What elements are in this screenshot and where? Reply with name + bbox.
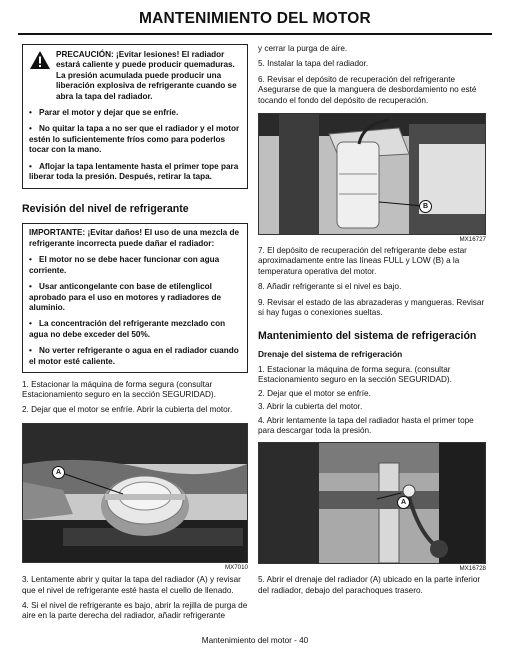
callout-a: A	[52, 466, 65, 479]
figure-caption: MX7010	[224, 564, 248, 572]
warning-triangle-icon	[29, 50, 51, 70]
recovery-tank-photo	[258, 113, 486, 235]
section-heading-cooling-maintenance: Mantenimiento del sistema de refrigeración	[258, 330, 477, 343]
important-bullet: • Usar anticongelante con base de etilenglicol aprobado para el uso en motores y radiadores de aluminio.	[29, 282, 222, 312]
step-text: 5. Instalar la tapa del radiador.	[258, 59, 369, 69]
section-heading-coolant-check: Revisión del nivel de refrigerante	[22, 203, 189, 216]
important-lead: IMPORTANTE: ¡Evitar daños! El uso de una mezcla de refrigerante incorrecta puede dañar el radiador:	[29, 228, 240, 248]
radiator-cap-illustration	[23, 424, 247, 562]
callout-a: A	[397, 496, 410, 509]
caution-box	[22, 44, 248, 189]
step-text: 2. Dejar que el motor se enfríe. Abrir la cubierta del motor.	[22, 404, 233, 414]
recovery-tank-illustration	[259, 114, 485, 234]
important-bullet: • La concentración del refrigerante mezclado con agua no debe exceder del 50%.	[29, 319, 226, 339]
important-bullet: • No verter refrigerante o agua en el radiador cuando el motor esté caliente.	[29, 346, 239, 366]
callout-b: B	[419, 200, 432, 213]
step-text: 1. Estacionar la máquina de forma segura (consultar Estacionamiento seguro en la sección SEGURIDAD).	[22, 379, 216, 400]
caution-lead: PRECAUCIÓN: ¡Evitar lesiones! El radiador estará caliente y puede producir quemaduras. La presión acumulada puede producir una liberación explosiva de refrigerante cuando se abra la tapa del radiador.	[56, 50, 237, 101]
step-text: 1. Estacionar la máquina de forma segura. (consultar Estacionamiento seguro en la sección SEGURIDAD).	[258, 364, 452, 385]
figure-caption: MX16728	[459, 565, 486, 573]
step-text: 4. Si el nivel de refrigerante es bajo, abrir la rejilla de purga de aire en la parte derecha del radiador, añadir refrigerante	[22, 600, 248, 621]
radiator-drain-illustration	[259, 443, 485, 563]
important-box	[22, 223, 248, 372]
step-text: 6. Revisar el depósito de recuperación del refrigerante Asegurarse de que la manguera de desbordamiento no esté tocando el fondo del depósito de recuperación.	[258, 74, 477, 105]
caution-bullet: • Aflojar la tapa lentamente hasta el primer tope para liberar toda la presión. Después, retirar la tapa.	[29, 161, 239, 182]
step-text: 3. Abrir la cubierta del motor.	[258, 402, 363, 412]
step-text: 9. Revisar el estado de las abrazaderas y mangueras. Revisar si hay fugas o conexiones sueltas.	[258, 297, 485, 318]
page-title: MANTENIMIENTO DEL MOTOR	[139, 10, 371, 27]
caution-bullet: • Parar el motor y dejar que se enfríe.	[29, 108, 179, 118]
step-text: 4. Abrir lentamente la tapa del radiador hasta el primer tope para descargar toda la presión.	[258, 415, 474, 435]
title-divider	[18, 33, 492, 35]
step-text: 7. El depósito de recuperación del refrigerante debe estar aproximadamente entre las líneas FULL y LOW (B) a la temperatura operativa del motor.	[258, 246, 467, 276]
radiator-cap-photo	[22, 423, 248, 563]
step-text: y cerrar la purga de aire.	[258, 44, 348, 53]
left-column	[22, 44, 248, 622]
step-text: 8. Añadir refrigerante si el nivel es bajo.	[258, 282, 402, 292]
figure-caption: MX16727	[459, 236, 486, 244]
caution-bullet: • No quitar la tapa a no ser que el radiador y el motor estén lo suficientemente fríos como para poderlos tocar con la mano.	[29, 124, 240, 155]
page-footer: Mantenimiento del motor - 40	[201, 636, 309, 645]
right-column	[258, 44, 486, 596]
step-text: 5. Abrir el drenaje del radiador (A) ubicado en la parte inferior del radiador, debajo del parachoques trasero.	[258, 575, 481, 595]
radiator-drain-photo	[258, 442, 486, 564]
subsection-heading-drain: Drenaje del sistema de refrigeración	[258, 349, 403, 360]
important-bullet: • El motor no se debe hacer funcionar con agua corriente.	[29, 255, 220, 275]
step-text: 3. Lentamente abrir y quitar la tapa del radiador (A) y revisar que el nivel de refrigerante esté hasta el cuello de llenado.	[22, 575, 241, 595]
step-text: 2. Dejar que el motor se enfríe.	[258, 388, 371, 398]
